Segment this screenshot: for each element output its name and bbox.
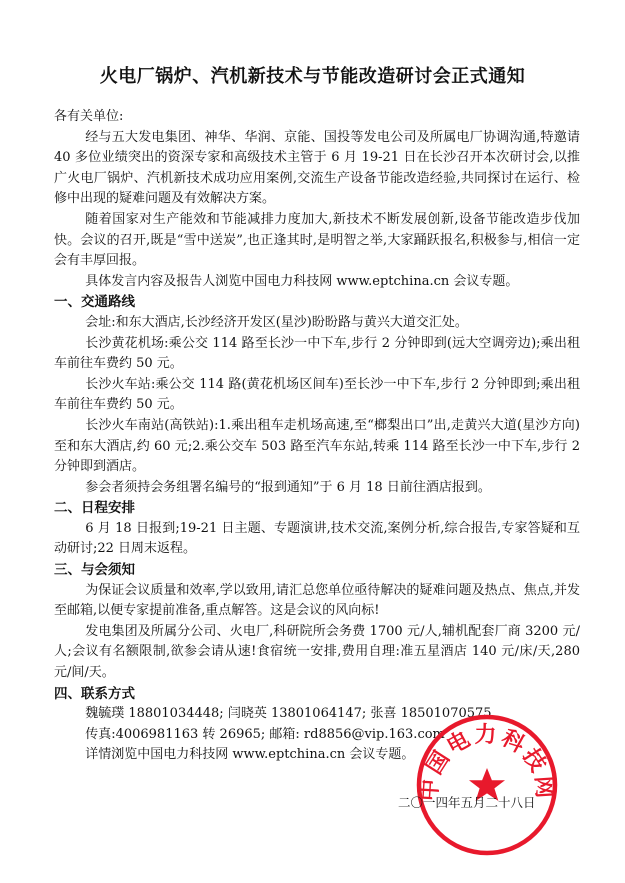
document-title: 火电厂锅炉、汽机新技术与节能改造研讨会正式通知 [99, 66, 526, 87]
document-date: 二〇一四年五月二十八日 [398, 795, 536, 810]
transport-paragraph: 长沙黄花机场:乘公交 114 路至长沙一中下车,步行 2 分钟即到(远大空调旁边);乘出租车前往车费约 50 元。 [54, 335, 580, 372]
notice-paragraph: 发电集团及所属分公司、火电厂,科研院所会务费 1700 元/人,辅机配套厂商 3200 元/人;会议有名额限制,欲参会请从速!食宿统一安排,费用自理:准五星酒店 140 元/床/天,280 元/间/天。 [54, 623, 580, 681]
document-body [54, 107, 580, 766]
intro-paragraph: 经与五大发电集团、神华、华润、京能、国投等发电公司及所属电厂协调沟通,特邀请 40 多位业绩突出的资深专家和高级技术主管于 6 月 19-21 日在长沙召开本次研讨会,以推广火电厂锅炉、汽机新技术成功应用案例,交流生产设备节能改造经验,共同探讨在运行、检修中出现的疑难问题及有效解决方案。 [54, 129, 580, 207]
salutation: 各有关单位: [54, 109, 124, 124]
schedule-paragraph: 6 月 18 日报到;19-21 日主题、专题演讲,技术交流,案例分析,综合报告,专家答疑和互动研讨;22 日周末返程。 [54, 520, 580, 557]
section-heading-contact: 四、联系方式 [54, 685, 135, 702]
intro-paragraph: 具体发言内容及报告人浏览中国电力科技网 www.eptchina.cn 会议专题。 [85, 273, 519, 289]
contact-website: 详情浏览中国电力科技网 www.eptchina.cn 会议专题。 [85, 747, 415, 763]
section-heading-schedule: 二、日程安排 [54, 500, 135, 517]
notice-paragraph: 为保证会议质量和效率,学以致用,请汇总您单位亟待解决的疑难问题及热点、焦点,并发至邮箱,以便专家提前准备,重点解答。这是会议的风向标! [54, 582, 580, 619]
transport-paragraph: 长沙火车南站(高铁站):1.乘出租车走机场高速,至“榔梨出口”出,走黄兴大道(星沙方向)至和东大酒店,约 60 元;2.乘公交车 503 路至汽车东站,转乘 114 路至长沙一中下车,步行 2 分钟即到酒店。 [54, 417, 580, 475]
intro-paragraph: 随着国家对生产能效和节能减排力度加大,新技术不断发展创新,设备节能改造步伐加快。会议的召开,既是“雪中送炭”,也正逢其时,是明智之举,大家踊跃报名,积极参与,相信一定会有丰厚回报。 [54, 211, 580, 269]
contact-phones: 魏毓璞 18801034448; 闫晓英 13801064147; 张喜 18501070575 [85, 706, 492, 722]
transport-paragraph: 长沙火车站:乘公交 114 路(黄花机场区间车)至长沙一中下车,步行 2 分钟即到;乘出租车前往车费约 50 元。 [54, 376, 580, 413]
official-seal [412, 710, 562, 860]
section-heading-transport: 一、交通路线 [54, 294, 135, 311]
transport-paragraph: 会址:和东大酒店,长沙经济开发区(星沙)盼盼路与黄兴大道交汇处。 [85, 314, 468, 330]
section-heading-notice: 三、与会须知 [54, 562, 135, 579]
transport-paragraph: 参会者须持会务组署名编号的“报到通知”于 6 月 18 日前往酒店报到。 [85, 479, 491, 495]
contact-fax-email: 传真:4006981163 转 26965; 邮箱: rd8856@vip.163.com [85, 726, 445, 742]
seal-text: 中国电力科技网 [417, 723, 557, 802]
